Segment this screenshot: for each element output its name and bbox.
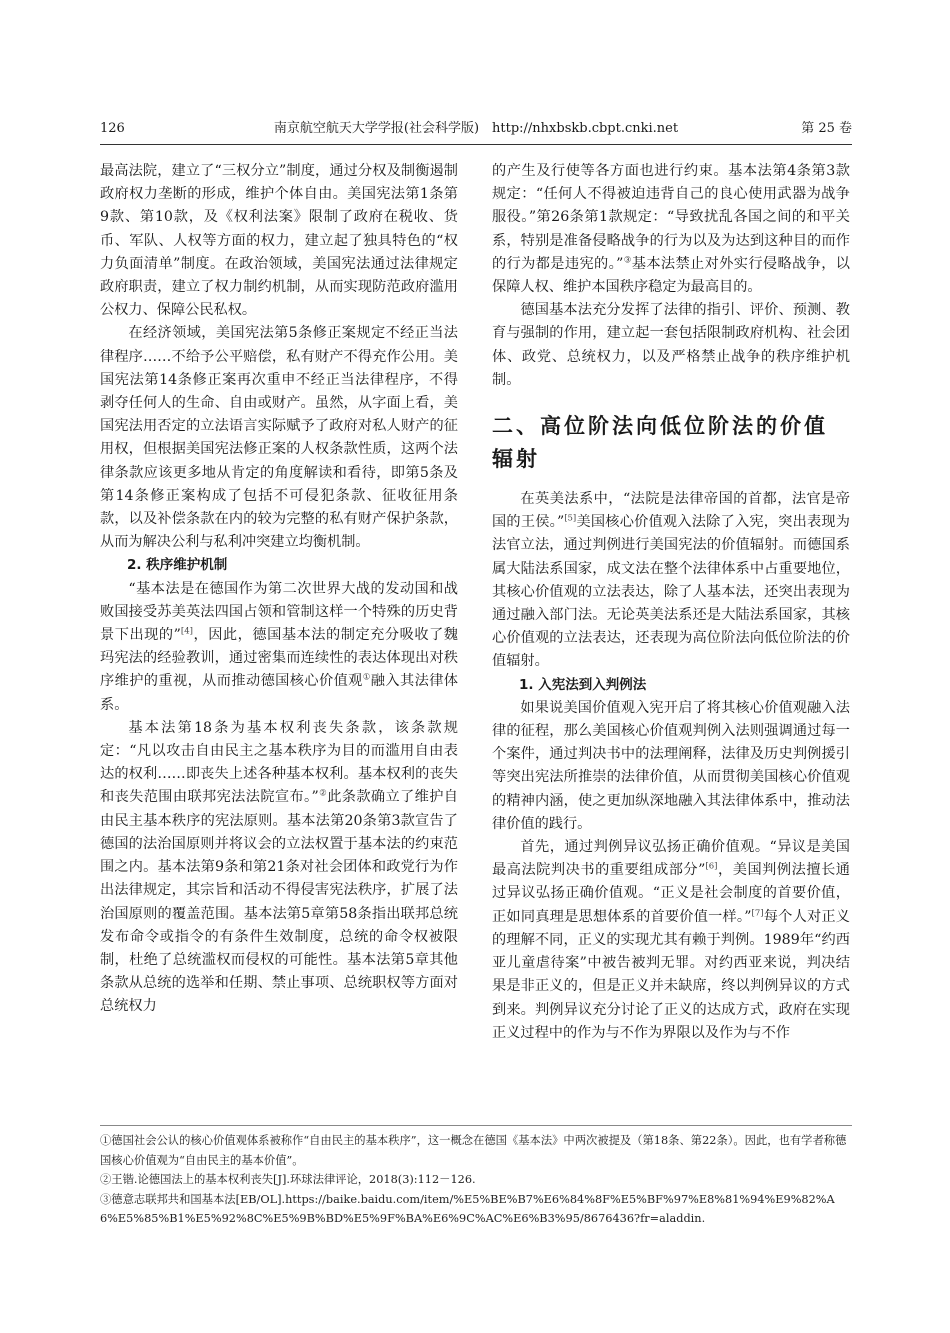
paragraph	[100, 160, 458, 322]
paragraph	[492, 299, 850, 392]
paragraph-text: 德国基本法充分发挥了法律的指引、评价、预测、教育与强制的作用，建立起一套包括限制政府机构、社会团体、政党、总统权力，以及严格禁止战争的秩序维护机制。	[492, 302, 850, 388]
running-header	[100, 118, 852, 140]
citation-marker: ③	[623, 255, 632, 266]
paragraph-text: 基本法禁止对外实行侵略战争，以保障人权、维护本国秩序稳定为最高目的。	[492, 255, 850, 296]
citation-marker: [5]	[564, 513, 577, 524]
citation-marker: ①	[362, 672, 371, 683]
paragraph	[100, 578, 458, 717]
citation-marker: [4]	[180, 626, 193, 637]
footnote: ③德意志联邦共和国基本法[EB/OL].https://baike.baidu.com/item/%E5%BE%B7%E6%84%8F%E5%BF%97%E8%81%94%E9%82%A6%E5%85%B1%E5%92%8C%E5%9B%BD%E5%9F%BA%E6%9C%AC%E6%B3%95/8676436?fr=aladdin.	[100, 1192, 835, 1225]
citation-marker: [7]	[751, 907, 764, 918]
page-number: 126	[100, 121, 125, 136]
paragraph	[100, 717, 458, 1019]
paragraph-text: 在经济领域，美国宪法第5条修正案规定不经正当法律程序……不给予公平赔偿，私有财产不得充作公用。美国宪法第14条修正案再次重申不经正当法律程序，不得剥夺任何人的生命、自由或财产。虽然，从字面上看，美国宪法用否定的立法语言实际赋予了政府对私人财产的征用权，但根据美国宪法修正案的人权条款性质，这两个法律条款应该更多地从肯定的角度解读和看待，即第5条及第14条修正案构成了包括不可侵犯条款、征收征用条款，以及补偿条款在内的较为完整的私有财产保护条款，从而为解决公利与私利冲突建立均衡机制。	[100, 325, 458, 551]
paragraph	[492, 697, 850, 836]
right-column	[492, 160, 850, 1045]
paragraph-text: 最高法院，建立了“三权分立”制度，通过分权及制衡遏制政府权力垄断的形成，维护个体自由。美国宪法第1条第9款、第10款，及《权利法案》限制了政府在税收、货币、军队、人权等方面的权力，建立起了独具特色的“权力负面清单”制度。在政治领域，美国宪法通过法律规定政府职责，建立了权力制约机制，从而实现防范政府滥用公权力、保障公民私权。	[100, 163, 458, 319]
volume-label: 第 25 卷	[801, 121, 852, 136]
paragraph-text: 美国核心价值观入法除了入宪，突出表现为法官立法，通过判例进行美国宪法的价值辐射。而德国系属大陆法系国家，成文法在整个法律体系中占重要地位，其核心价值观的立法表达，除了人基本法，还突出表现为通过融入部门法。无论英美法系还是大陆法系国家，其核心价值观的立法表达，还表现为高位阶法向低位阶法的价值辐射。	[492, 514, 850, 670]
paragraph	[492, 160, 850, 299]
paragraph-text: 每个人对正义的理解不同，正义的实现尤其有赖于判例。1989年“约西亚儿童虐待案”中被告被判无罪。对约西亚来说，判决结果是非正义的，但是正义并未缺席，终以判例异议的方式到来。判例异议充分讨论了正义的达成方式，政府在实现正义过程中的作为与不作为界限以及作为与不作	[492, 908, 850, 1041]
paragraph-text: “基本法是在德国作为第二次世界大战的发动国和战败国接受苏美英法四国占领和管制这样一个特殊的历史背景下出现的”	[100, 580, 458, 644]
paragraph	[492, 488, 850, 674]
paragraph-text: 的产生及行使等各方面也进行约束。基本法第4条第3款规定：“任何人不得被迫违背自己的良心使用武器为战争服役。”第26条第1款规定：“导致扰乱各国之间的和平关系，特别是准备侵略战争的行为以及为达到这种目的而作的行为都是违宪的。”	[492, 163, 850, 272]
subsection-heading: 2. 秩序维护机制	[127, 557, 228, 574]
paragraph-text: 在英美法系中，“法院是法律帝国的首都，法官是帝国的王侯。”	[492, 491, 850, 531]
footnotes	[100, 1131, 852, 1229]
paragraph-text: 此条款确立了维护自由民主基本秩序的宪法原则。基本法第20条第3款宣告了德国的法治国原则并将议会的立法权置于基本法的约束范围之内。基本法第9条和第21条对社会团体和政党行为作出法律规定，其宗旨和活动不得侵害宪法秩序，扩展了法治国原则的覆盖范围。基本法第5章第58条指出联邦总统发布命令或指令的有条件生效制度，总统的命令权被限制，杜绝了总统滥权而侵权的可能性。基本法第5章其他条款从总统的选举和任期、禁止事项、总统职权等方面对总统权力	[100, 789, 458, 1015]
footnote: ②王锴.论德国法上的基本权利丧失[J].环球法律评论，2018(3):112－126.	[100, 1173, 476, 1186]
citation-marker: ②	[318, 788, 328, 799]
paragraph-text: 基本法第18条为基本权利丧失条款，该条款规定：“凡以攻击自由民主之基本秩序为目的而滥用自由表达的权利……即丧失上述各种基本权利。基本权利的丧失和丧失范围由联邦宪法法院宣布。”	[100, 719, 458, 806]
left-column	[100, 160, 458, 1019]
paragraph-text: ，因此，德国基本法的制定充分吸收了魏玛宪法的经验教训，通过密集而连续性的表达体现出对秩序维护的重视，从而推动德国核心价值观	[100, 627, 458, 690]
subsection-heading: 1. 入宪法到入判例法	[519, 676, 647, 693]
header-rule	[100, 144, 852, 145]
paragraph	[100, 322, 458, 554]
section-heading: 二、高位阶法向低位阶法的价值辐射	[492, 414, 828, 472]
paragraph-text: ，美国判例法擅长通过异议弘扬正确价值观。“正义是社会制度的首要价值，正如同真理是思想体系的首要价值一样。”	[492, 862, 850, 925]
paragraph-text: 融入其法律体系。	[100, 673, 458, 713]
citation-marker: [6]	[705, 861, 718, 872]
paragraph-text: 如果说美国价值观入宪开启了将其核心价值观融入法律的征程，那么美国核心价值观判例入法则强调通过每一个案件，通过判决书中的法理阐释，法律及历史判例援引等突出宪法所推崇的法律价值，从而贯彻美国核心价值观的精神内涵，使之更加纵深地融入其法律体系中，推动法律价值的践行。	[492, 699, 850, 832]
paragraph-text: 首先，通过判例异议弘扬正确价值观。“异议是美国最高法院判决书的重要组成部分”	[492, 839, 850, 879]
paragraph	[492, 836, 850, 1045]
footnote: ①德国社会公认的核心价值观体系被称作“自由民主的基本秩序”，这一概念在德国《基本法》中两次被提及（第18条、第22条）。因此，也有学者称德国核心价值观为“自由民主的基本价值”。	[100, 1134, 847, 1167]
footnote-rule	[100, 1125, 852, 1126]
journal-title: 南京航空航天大学学报(社会科学版) http://nhxbskb.cbpt.cnki.net	[273, 121, 679, 136]
